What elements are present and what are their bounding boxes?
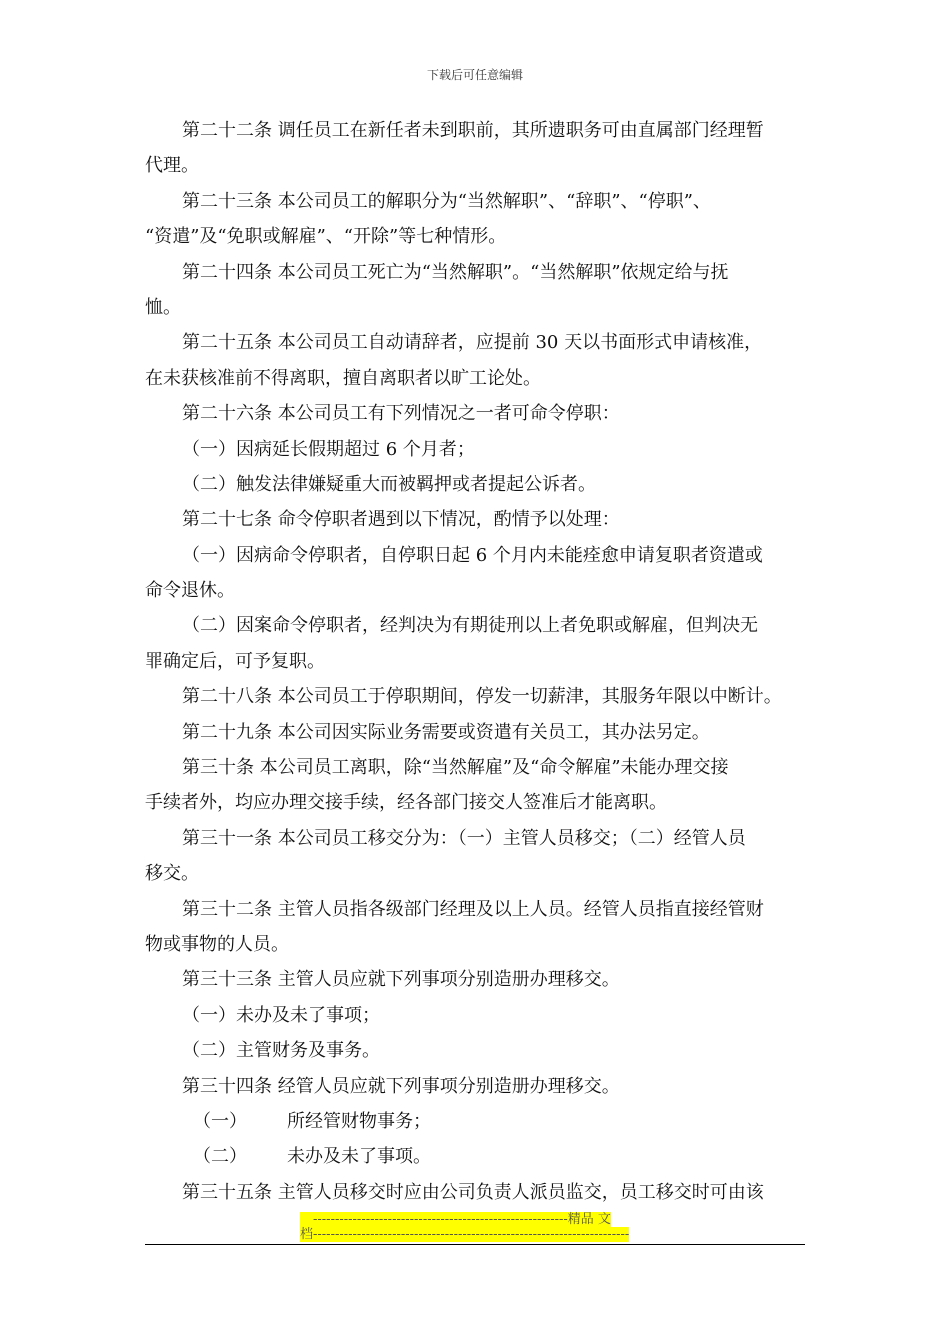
document-line: （二）触发法律嫌疑重大而被羁押或者提起公诉者。 (182, 473, 596, 495)
document-line: 罪确定后，可予复职。 (145, 650, 325, 672)
document-line: 手续者外，均应办理交接手续，经各部门接交人签准后才能离职。 (145, 792, 667, 814)
numbered-item-marker: （一） (193, 1110, 247, 1132)
document-line: 命令退休。 (145, 580, 235, 602)
document-lines (145, 113, 815, 1104)
numbered-item-text: 未办及未了事项。 (287, 1146, 431, 1168)
numbered-item-marker: （二） (193, 1146, 247, 1168)
document-line: （二）因案命令停职者，经判决为有期徒刑以上者免职或解雇，但判决无 (182, 615, 758, 637)
page-header-note: 下载后可任意编辑 (426, 68, 523, 82)
document-line: 第三十三条 主管人员应就下列事项分别造册办理移交。 (182, 969, 620, 991)
document-line: 第二十三条 本公司员工的解职分为“当然解职”、“辞职”、“停职”、 (182, 190, 711, 212)
numbered-item (145, 1104, 815, 1139)
numbered-item (145, 1139, 815, 1174)
document-line: 第二十九条 本公司因实际业务需要或资遣有关员工，其办法另定。 (182, 721, 710, 743)
footer-watermark (300, 1212, 660, 1242)
footer-watermark-row-1: ----------------------------------------------------------精品 文 (300, 1212, 611, 1227)
document-line: 恤。 (145, 296, 181, 318)
document-line: 在未获核准前不得离职，擅自离职者以旷工论处。 (145, 367, 541, 389)
document-line: 第三十条 本公司员工离职，除“当然解雇”及“命令解雇”未能办理交接 (182, 757, 729, 779)
footer-watermark-row-2: 档------------------------------------------------------------------------ (300, 1227, 630, 1242)
document-line: 第三十二条 主管人员指各级部门经理及以上人员。经管人员指直接经管财 (182, 898, 764, 920)
document-line: 移交。 (145, 863, 199, 885)
document-line: 第二十六条 本公司员工有下列情况之一者可命令停职： (182, 403, 620, 425)
document-line: 第三十一条 本公司员工移交分为：（一）主管人员移交；（二）经管人员 (182, 827, 746, 849)
document-line: 第二十四条 本公司员工死亡为“当然解职”。“当然解职”依规定给与抚 (182, 261, 729, 283)
document-line: 代理。 (145, 155, 199, 177)
document-line: 第二十八条 本公司员工于停职期间，停发一切薪津，其服务年限以中断计。 (182, 686, 782, 708)
document-line: “资遣”及“免职或解雇”、“开除”等七种情形。 (145, 226, 507, 248)
document-line: 第三十四条 经管人员应就下列事项分别造册办理移交。 (182, 1075, 620, 1097)
document-body (145, 113, 815, 1210)
numbered-items (145, 1104, 815, 1175)
footer-divider (145, 1244, 805, 1245)
document-line: （一）因病延长假期超过 6 个月者； (182, 438, 475, 460)
document-line: 第三十五条 主管人员移交时应由公司负责人派员监交，员工移交时可由该 (182, 1181, 764, 1203)
document-line: 第二十二条 调任员工在新任者未到职前，其所遗职务可由直属部门经理暂 (182, 120, 764, 141)
document-line: （二）主管财务及事务。 (182, 1040, 380, 1062)
document-line: （一）未办及未了事项； (182, 1004, 380, 1026)
document-line: （一）因病命令停职者，自停职日起 6 个月内未能痊愈申请复职者资遣或 (182, 544, 763, 566)
document-line: 物或事物的人员。 (145, 933, 289, 955)
numbered-item-text: 所经管财物事务； (287, 1110, 431, 1132)
document-line: 第二十五条 本公司员工自动请辞者，应提前 30 天以书面形式申请核准， (182, 332, 763, 354)
document-line: 第二十七条 命令停职者遇到以下情况，酌情予以处理： (182, 509, 620, 531)
